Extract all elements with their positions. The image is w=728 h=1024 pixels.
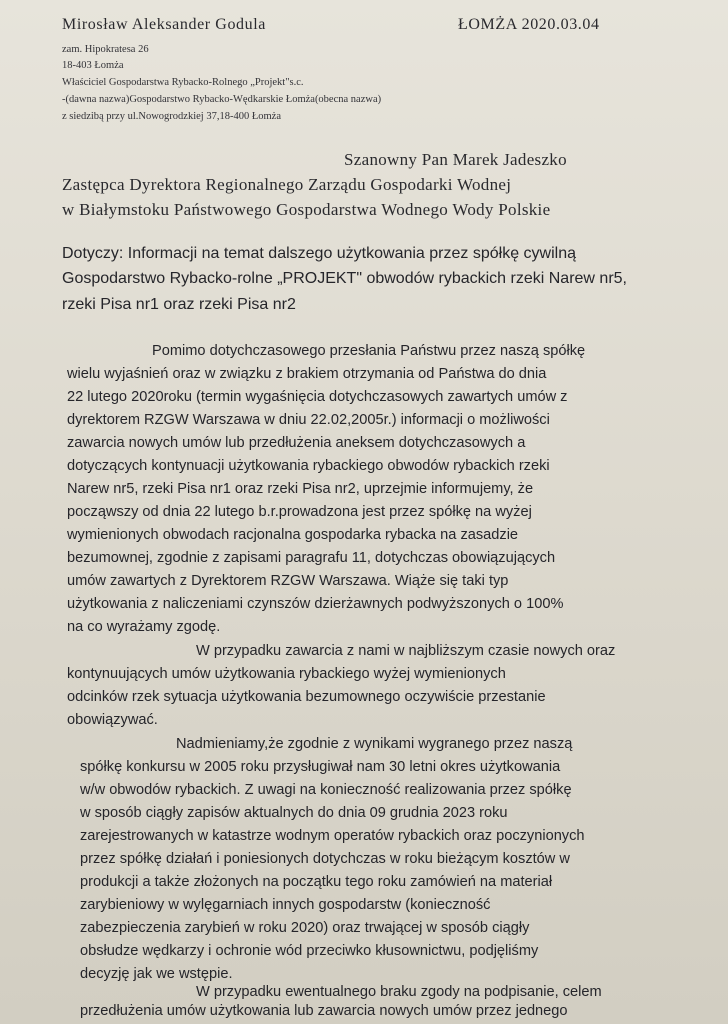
sender-name: Mirosław Aleksander Godula	[62, 16, 267, 33]
body-line: dyrektorem RZGW Warszawa w dniu 22.02,2005r.) informacji o możliwości	[67, 412, 550, 428]
body-line: obsłudze wędkarzy i ochronie wód przeciwko kłusownictwu, podjęliśmy	[80, 943, 539, 959]
body-line: bezumownej, zgodnie z zapisami paragrafu 11, dotychczas obowiązujących	[67, 550, 556, 566]
body-line: wymienionych obwodach racjonalna gospodarka rybacka na zasadzie	[67, 527, 519, 543]
body-line: decyzję jak we wstępie.	[80, 966, 233, 982]
body-line: Nadmieniamy,że zgodnie z wynikami wygranego przez naszą	[176, 736, 573, 752]
recipient-line: Zastępca Dyrektora Regionalnego Zarządu Gospodarki Wodnej	[62, 175, 512, 194]
body-line: Pomimo dotychczasowego przesłania Państwu przez naszą spółkę	[152, 343, 586, 359]
body-line: w sposób ciągły zapisów aktualnych do dnia 09 grudnia 2023 roku	[80, 805, 508, 821]
body-line: 22 lutego 2020roku (termin wygaśnięcia dotychczasowych zawartych umów z	[67, 389, 568, 405]
sender-line: z siedzibą przy ul.Nowogrodzkiej 37,18-400 Łomża	[62, 111, 281, 122]
subject-line: rzeki Pisa nr1 oraz rzeki Pisa nr2	[62, 296, 296, 313]
body-line: W przypadku ewentualnego braku zgody na podpisanie, celem	[196, 984, 602, 1000]
body-line: użytkowania z naliczeniami czynszów dzierżawnych podwyższonych o 100%	[67, 596, 564, 612]
recipient-line: w Białymstoku Państwowego Gospodarstwa Wodnego Wody Polskie	[62, 200, 551, 219]
subject-line: Dotyczy: Informacji na temat dalszego użytkowania przez spółkę cywilną	[62, 245, 576, 262]
body-line: spółkę konkursu w 2005 roku przysługiwał nam 30 letni okres użytkowania	[80, 759, 561, 775]
body-line: zarybieniowy w wylęgarniach innych gospodarstw (konieczność	[80, 897, 491, 913]
sender-line: Właściciel Gospodarstwa Rybacko-Rolnego „Projekt"s.c.	[62, 77, 304, 88]
body-line: W przypadku zawarcia z nami w najbliższym czasie nowych oraz	[196, 643, 616, 659]
body-line: odcinków rzek sytuacja użytkowania bezumownego oczywiście przestanie	[67, 689, 546, 705]
subject-line: Gospodarstwo Rybacko-rolne „PROJEKT" obwodów rybackich rzeki Narew nr5,	[62, 270, 627, 287]
date-place: ŁOMŻA 2020.03.04	[458, 16, 600, 33]
body-line: kontynuujących umów użytkowania rybackiego wyżej wymienionych	[67, 666, 506, 682]
sender-line: -(dawna nazwa)Gospodarstwo Rybacko-Wędkarskie Łomża(obecna nazwa)	[62, 94, 382, 105]
body-line: zarejestrowanych w katastrze wodnym operatów rybackich oraz poczynionych	[80, 828, 585, 844]
body-line: dotyczących kontynuacji użytkowania rybackiego obwodów rybackich rzeki	[67, 458, 550, 474]
sender-line: zam. Hipokratesa 26	[62, 44, 149, 55]
recipient-line: Szanowny Pan Marek Jadeszko	[344, 150, 567, 169]
body-line: produkcji a także złożonych na początku tego roku zamówień na materiał	[80, 874, 553, 890]
sender-line: 18-403 Łomża	[62, 60, 124, 71]
body-line: na co wyrażamy zgodę.	[67, 619, 221, 635]
body-line: obowiązywać.	[67, 712, 158, 728]
body-line: zabezpieczenia zarybień w roku 2020) oraz trwającej w sposób ciągły	[80, 920, 530, 936]
body-line: przedłużenia umów użytkowania lub zawarcia nowych umów przez jednego	[80, 1003, 568, 1019]
body-line: Narew nr5, rzeki Pisa nr1 oraz rzeki Pisa nr2, uprzejmie informujemy, że	[67, 481, 534, 497]
body-line: umów zawartych z Dyrektorem RZGW Warszawa. Wiąże się taki typ	[67, 573, 509, 589]
body-line: w/w obwodów rybackich. Z uwagi na konieczność realizowania przez spółkę	[80, 782, 572, 798]
body-line: przez spółkę działań i poniesionych dotychczas w roku bieżącym kosztów w	[80, 851, 570, 867]
body-line: zawarcia nowych umów lub przedłużenia aneksem dotychczasowych a	[67, 435, 526, 451]
body-line: wielu wyjaśnień oraz w związku z brakiem otrzymania od Państwa do dnia	[67, 366, 547, 382]
body-line: począwszy od dnia 22 lutego b.r.prowadzona jest przez spółkę na wyżej	[67, 504, 532, 520]
